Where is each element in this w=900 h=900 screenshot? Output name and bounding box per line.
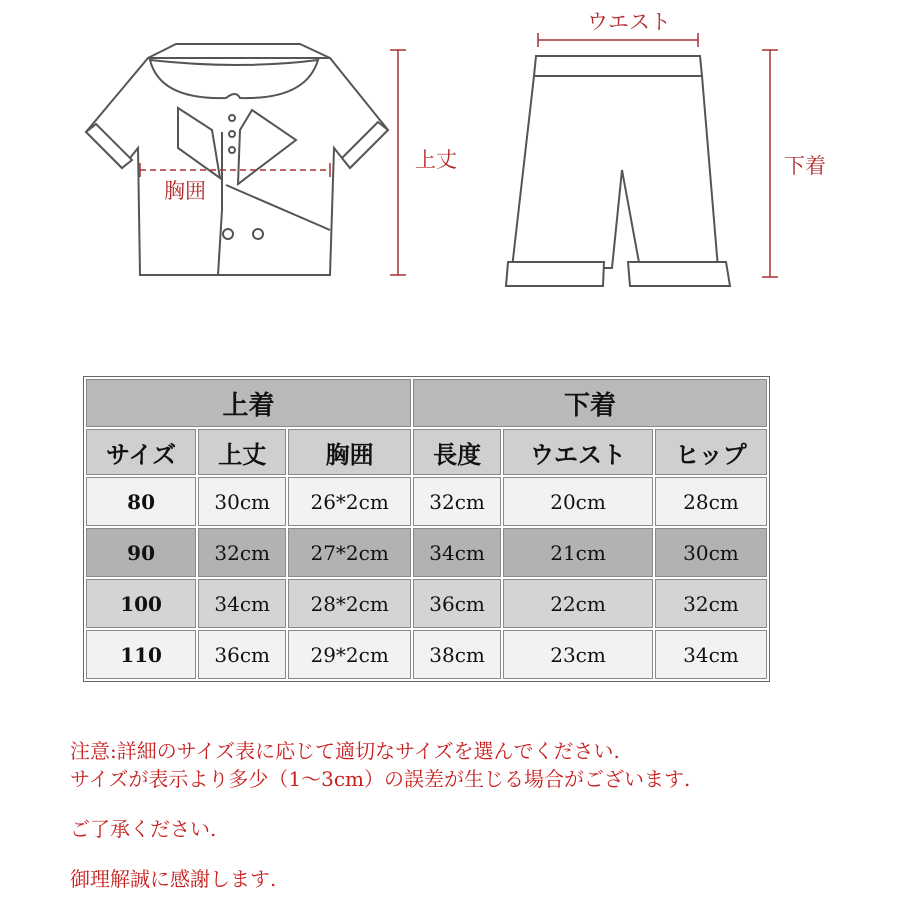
- column-header-row: [86, 429, 767, 475]
- top-length-cell: 34cm: [198, 579, 286, 628]
- waist-label: ウエスト: [587, 10, 671, 34]
- size-cell: 90: [86, 528, 196, 577]
- header-length: 長度: [413, 429, 501, 475]
- top-length-cell: 32cm: [198, 528, 286, 577]
- length-cell: 38cm: [413, 630, 501, 679]
- hip-cell: 34cm: [655, 630, 767, 679]
- waist-cell: 21cm: [503, 528, 653, 577]
- header-size: サイズ: [86, 429, 196, 475]
- length-cell: 32cm: [413, 477, 501, 526]
- hip-cell: 32cm: [655, 579, 767, 628]
- header-top-length: 上丈: [198, 429, 286, 475]
- note-line-2: サイズが表示より多少（1～3cm）の誤差が生じる場合がございます.: [70, 767, 691, 791]
- size-cell: 80: [86, 477, 196, 526]
- size-table: [83, 376, 770, 682]
- note-line-4: 御理解誠に感謝します.: [70, 867, 277, 891]
- chest-cell: 29*2cm: [288, 630, 411, 679]
- note-line-3: ご了承ください.: [70, 817, 217, 841]
- hip-cell: 30cm: [655, 528, 767, 577]
- notes-block: [70, 737, 690, 893]
- hip-cell: 28cm: [655, 477, 767, 526]
- top-length-cell: 36cm: [198, 630, 286, 679]
- bottom-length-label: 下着: [784, 154, 826, 178]
- bottom-length-measure-line: [762, 50, 778, 277]
- top-length-measure-line: [390, 50, 406, 275]
- note-line-1: 注意:詳細のサイズ表に応じて適切なサイズを選んでください.: [70, 739, 620, 763]
- table-row: [86, 630, 767, 679]
- chest-cell: 26*2cm: [288, 477, 411, 526]
- group-top-header: 上着: [86, 379, 411, 427]
- length-cell: 34cm: [413, 528, 501, 577]
- header-chest: 胸囲: [288, 429, 411, 475]
- group-header-row: [86, 379, 767, 427]
- waist-cell: 23cm: [503, 630, 653, 679]
- size-cell: 110: [86, 630, 196, 679]
- table-row: [86, 477, 767, 526]
- size-cell: 100: [86, 579, 196, 628]
- chest-cell: 28*2cm: [288, 579, 411, 628]
- table-row: [86, 528, 767, 577]
- length-cell: 36cm: [413, 579, 501, 628]
- chest-label: 胸囲: [164, 179, 206, 203]
- waist-cell: 20cm: [503, 477, 653, 526]
- table-row: [86, 579, 767, 628]
- shirt-illustration: [86, 44, 388, 275]
- top-length-label: 上丈: [415, 148, 457, 172]
- header-waist: ウエスト: [503, 429, 653, 475]
- waist-cell: 22cm: [503, 579, 653, 628]
- chest-cell: 27*2cm: [288, 528, 411, 577]
- top-length-cell: 30cm: [198, 477, 286, 526]
- shorts-illustration: [506, 56, 730, 286]
- group-bottom-header: 下着: [413, 379, 767, 427]
- header-hip: ヒップ: [655, 429, 767, 475]
